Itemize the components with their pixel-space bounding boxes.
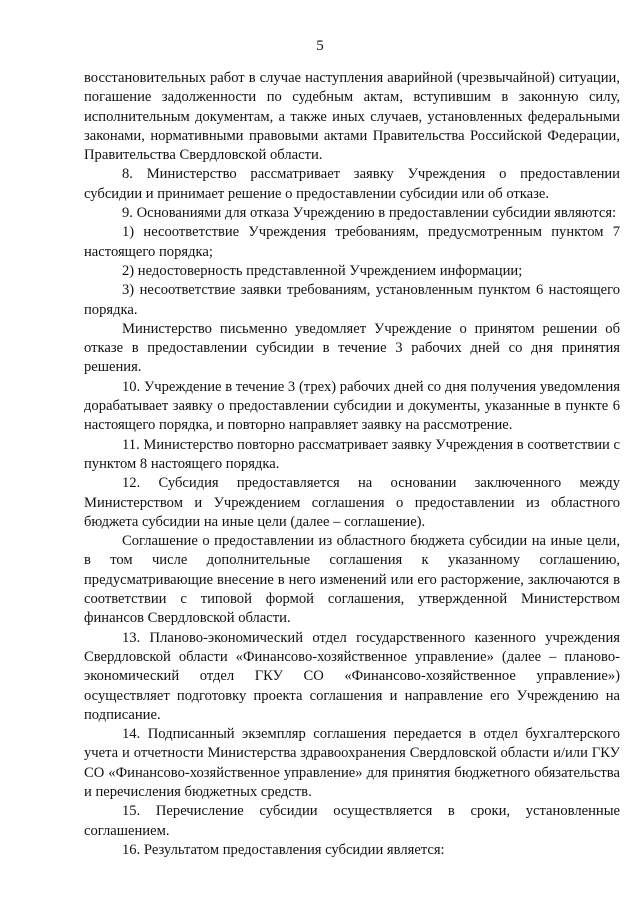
document-body [84, 69, 620, 860]
paragraph: 13. Планово-экономический отдел государственного казенного учреждения Свердловской области «Финансово-хозяйственное управление» (далее – планово-экономический отдел ГКУ СО «Финансово-хозяйственное управление») осуществляет подготовку проекта соглашения и направление его Учреждению на подписание. [84, 629, 620, 723]
paragraph: Соглашение о предоставлении из областного бюджета субсидии на иные цели, в том числе дополнительные соглашения к указанному соглашению, предусматривающие внесение в него изменений или его расторжение, заключаются в соответствии с типовой формой соглашения, утвержденной Министерством финансов Свердловской области. [84, 533, 620, 627]
paragraph: 12. Субсидия предоставляется на основании заключенного между Министерством и Учреждением соглашения о предоставлении из областного бюджета субсидии на иные цели (далее – соглашение). [84, 475, 620, 530]
paragraph: 11. Министерство повторно рассматривает заявку Учреждения в соответствии с пунктом 8 настоящего порядка. [84, 436, 620, 472]
paragraph: 1) несоответствие Учреждения требованиям, предусмотренным пунктом 7 настоящего порядка; [84, 224, 620, 260]
paragraph: 15. Перечисление субсидии осуществляется в сроки, установленные соглашением. [84, 803, 620, 839]
paragraph: 14. Подписанный экземпляр соглашения передается в отдел бухгалтерского учета и отчетности Министерства здравоохранения Свердловской области и/или ГКУ СО «Финансово-хозяйственное управление» для принятия бюджетного обязательства и перечисления бюджетных средств. [84, 726, 620, 800]
page-number: 5 [316, 38, 324, 54]
paragraph: 2) недостоверность представленной Учреждением информации; [122, 262, 523, 279]
paragraph: 9. Основаниями для отказа Учреждению в предоставлении субсидии являются: [122, 205, 617, 222]
paragraph: Министерство письменно уведомляет Учреждение о принятом решении об отказе в предоставлении субсидии в течение 3 рабочих дней со дня принятия решения. [84, 320, 620, 376]
paragraph: 8. Министерство рассматривает заявку Учреждения о предоставлении субсидии и принимает решение о предоставлении субсидии или об отказе. [84, 166, 620, 202]
paragraph: 3) несоответствие заявки требованиям, установленным пунктом 6 настоящего порядка. [84, 282, 620, 318]
paragraph: 10. Учреждение в течение 3 (трех) рабочих дней со дня получения уведомления дорабатывает заявку о предоставлении субсидии и документы, указанные в пункте 6 настоящего порядка, и повторно направляет заявку на рассмотрение. [84, 378, 620, 434]
paragraph: восстановительных работ в случае наступления аварийной (чрезвычайной) ситуации, погашение задолженности по судебным актам, вступившим в законную силу, исполнительным документам, а также иных случаев, установленных федеральными законами, нормативными правовыми актами Правительства Российской Федерации, Правительства Свердловской области. [84, 70, 620, 164]
paragraph: 16. Результатом предоставления субсидии является: [122, 841, 445, 858]
